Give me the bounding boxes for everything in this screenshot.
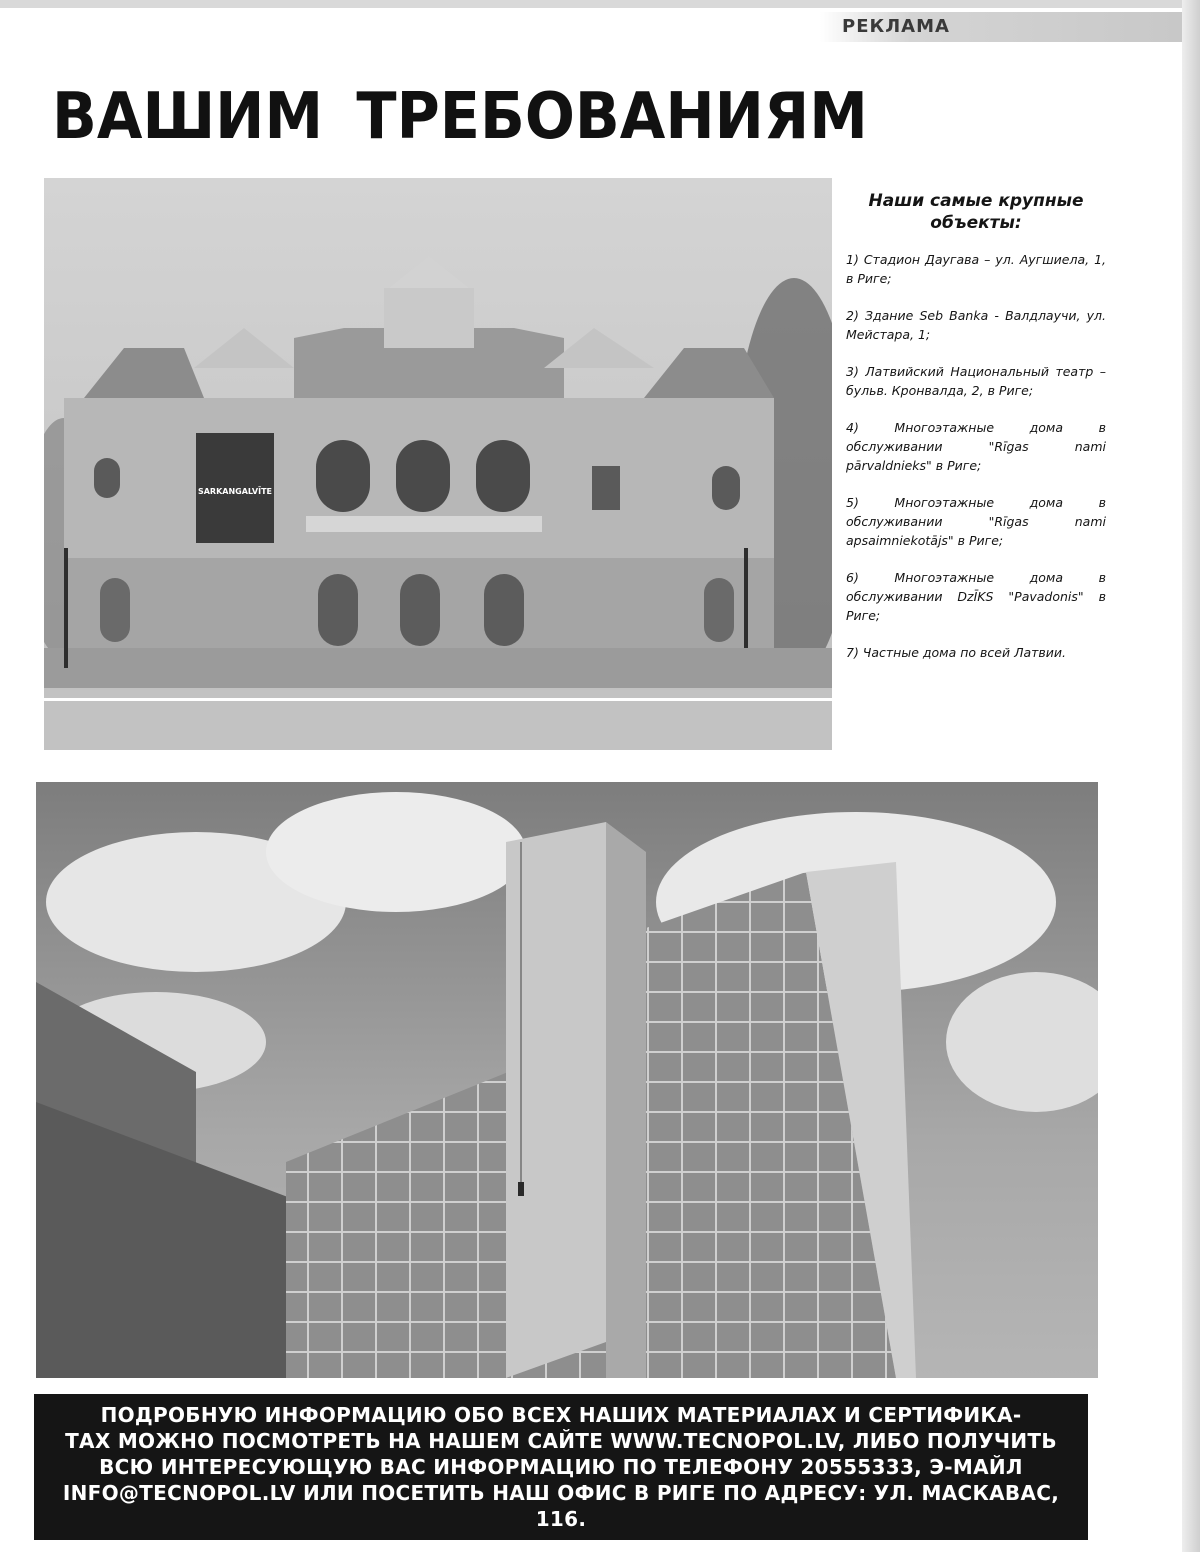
list-item: 4) Многоэтажные дома в обслуживании "Rīgas nami pārvaldnieks" в Риге; — [846, 420, 1106, 473]
page-headline: ВАШИМ ТРЕБОВАНИЯМ — [52, 80, 868, 154]
objects-list — [846, 250, 1106, 662]
office-illustration — [36, 782, 1098, 1378]
theatre-banner-text: SARKANGALVĪTE — [197, 487, 273, 496]
footer-line: ТАХ МОЖНО ПОСМОТРЕТЬ НА НАШЕМ САЙТЕ WWW.TECNOPOL.LV, ЛИБО ПОЛУЧИТЬ — [65, 1429, 1057, 1453]
list-item: 7) Частные дома по всей Латвии. — [846, 645, 1066, 660]
footer-line: ВСЮ ИНТЕРЕСУЮЩУЮ ВАС ИНФОРМАЦИЮ ПО ТЕЛЕФОНУ 20555333, Э-МАЙЛ — [99, 1455, 1023, 1479]
footer-line: ПОДРОБНУЮ ИНФОРМАЦИЮ ОБО ВСЕХ НАШИХ МАТЕРИАЛАХ И СЕРТИФИКА- — [100, 1403, 1022, 1427]
office-building-photo — [36, 782, 1098, 1378]
list-item: 5) Многоэтажные дома в обслуживании "Rīgas nami apsaimniekotājs" в Риге; — [846, 495, 1106, 548]
objects-list-panel — [846, 190, 1106, 750]
contact-info-box — [34, 1394, 1088, 1540]
theatre-photo — [44, 178, 832, 750]
contact-info-text — [61, 1402, 1061, 1532]
rubric-label: РЕКЛАМА — [842, 16, 950, 37]
theatre-illustration — [44, 178, 832, 750]
page-edge — [1182, 0, 1200, 1552]
list-item: 1) Стадион Даугава – ул. Аугшиела, 1, в Риге; — [846, 252, 1106, 286]
objects-heading: Наши самые крупные объекты: — [868, 191, 1084, 233]
list-item: 3) Латвийский Национальный театр – бульв. Кронвалда, 2, в Риге; — [846, 364, 1106, 398]
list-item: 6) Многоэтажные дома в обслуживании DzĪKS "Pavadonis" в Риге; — [846, 570, 1106, 623]
list-item: 2) Здание Seb Banka - Валдлаучи, ул. Мейстара, 1; — [846, 308, 1106, 342]
footer-line: INFO@TECNOPOL.LV ИЛИ ПОСЕТИТЬ НАШ ОФИС В РИГЕ ПО АДРЕСУ: УЛ. МАСКАВАС, 116. — [62, 1481, 1060, 1531]
